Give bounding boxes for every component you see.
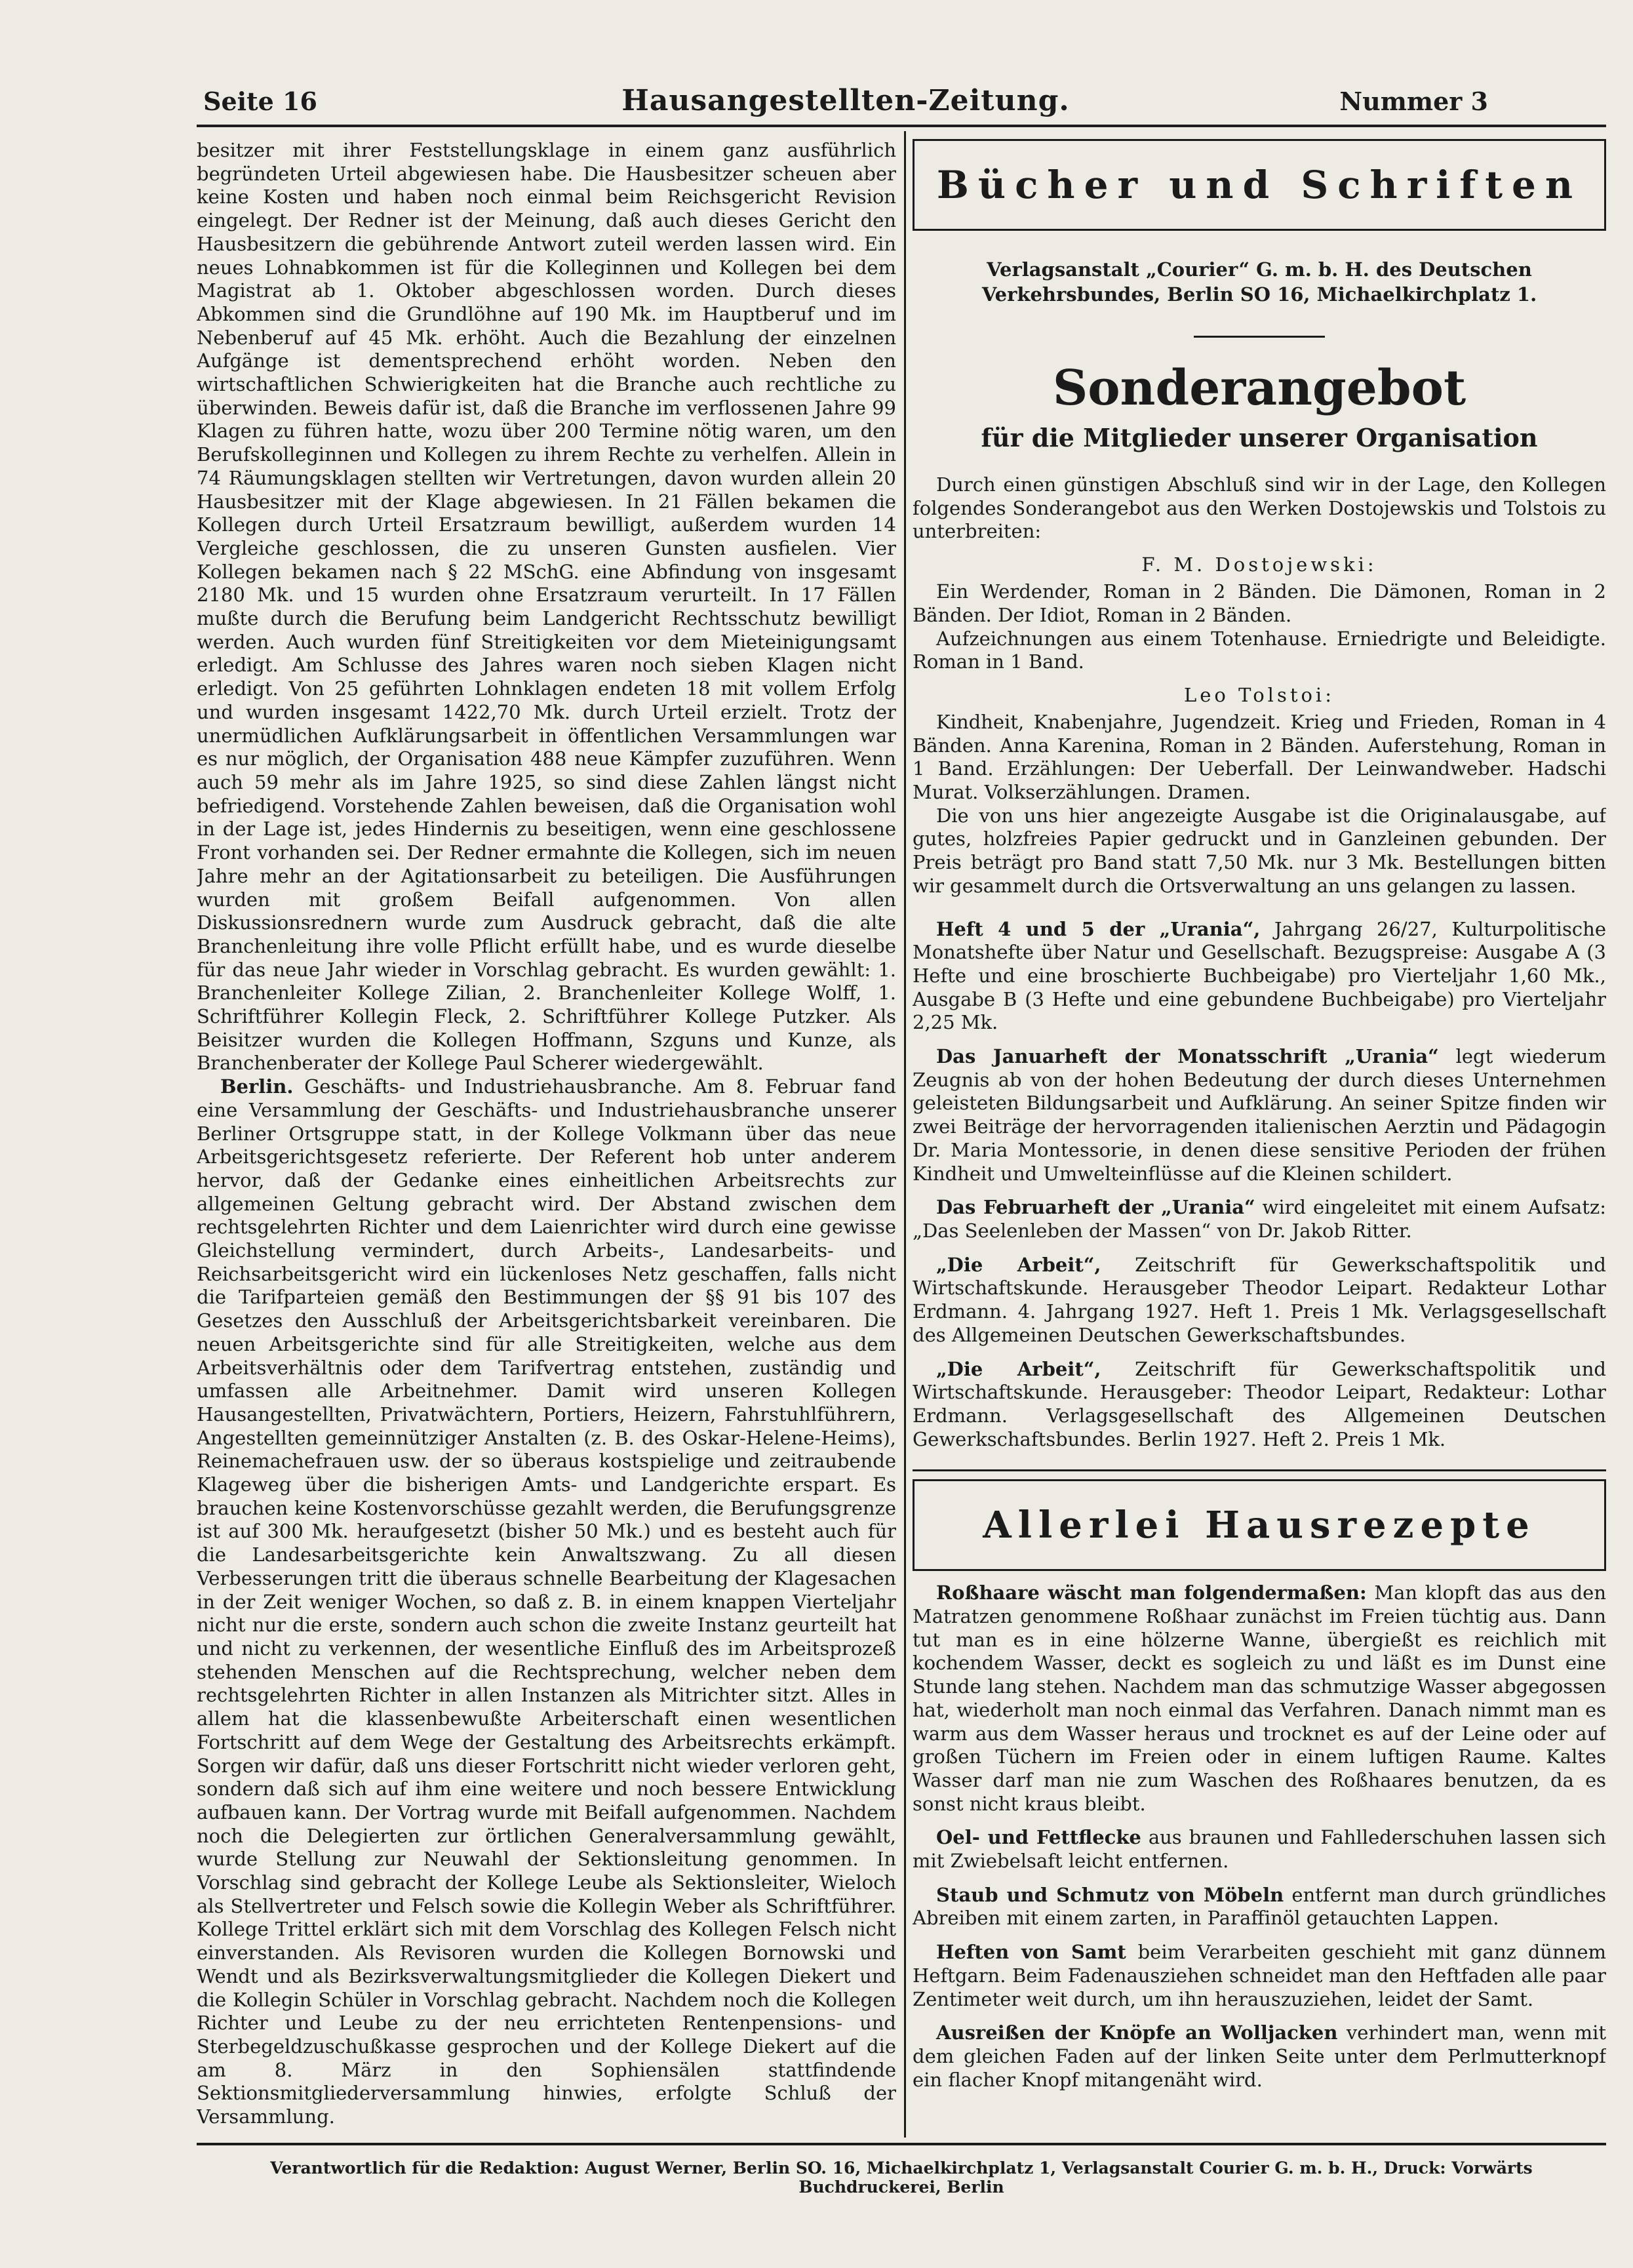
works-list: Ein Werdender, Roman in 2 Bänden. Die Dämonen, Roman in 2 Bänden. Der Idiot, Roman in 2 Bänden. — [913, 580, 1606, 626]
notice-paragraph: „Die Arbeit“, Zeitschrift für Gewerkschaftspolitik und Wirtschaftskunde. Herausgeber: Theodor Leipart, Redakteur: Lothar Erdmann. Verlagsgesellschaft des Allgemeinen Deutschen Gewerkschaftsbundes. Berlin 1927. Heft 2. Preis 1 Mk. — [913, 1357, 1606, 1450]
author-dostojewski: F. M. Dostojewski: — [1141, 553, 1377, 576]
article-lead: Berlin. — [220, 1075, 294, 1098]
divider — [1194, 336, 1325, 338]
newspaper-title: Hausangestellten-Zeitung. — [621, 84, 1070, 117]
footer-rule — [197, 2143, 1606, 2145]
publisher-line: Verlagsanstalt „Courier“ G. m. b. H. des Deutschen Verkehrsbundes, Berlin SO 16, Michaelkirchplatz 1. — [981, 258, 1537, 306]
left-column — [197, 139, 896, 2139]
article-paragraph: besitzer mit ihrer Feststellungsklage in einem ganz ausführlich begründeten Urteil abgewiesen habe. Die Hausbesitzer scheuen aber keine Kosten und haben noch einmal beim Reichsgericht Revision eingelegt. Der Redner ist der Meinung, daß auch dieses Gericht den Hausbesitzern die gebührende Antwort zuteil werden lassen wird. Ein neues Lohnabkommen ist für die Kolleginnen und Kollegen bei dem Magistrat ab 1. Oktober abgeschlossen worden. Durch dieses Abkommen sind die Grundlöhne auf 190 Mk. im Hauptberuf und im Nebenberuf auf 45 Mk. erhöht. Auch die Bezahlung der einzelnen Aufgänge ist dementsprechend erhöht worden. Neben den wirtschaftlichen Schwierigkeiten hat die Branche auch rechtliche zu überwinden. Beweis dafür ist, daß die Branche im verflossenen Jahre 99 Klagen zu führen hatte, wozu über 200 Termine nötig waren, um den Berufskolleginnen und Kollegen zu ihrem Rechte zu verhelfen. Allein in 74 Räumungsklagen stellten wir Vertretungen, davon wurden allein 20 Hausbesitzer mit der Klage abgewiesen. In 21 Fällen bekamen die Kollegen durch Urteil Ersatzraum bewilligt, außerdem wurden 14 Vergleiche geschlossen, die zu unseren Gunsten ausfielen. Vier Kollegen bekamen nach § 22 MSchG. eine Abfindung von insgesamt 2180 Mk. und 15 wurden ohne Ersatzraum verurteilt. In 17 Fällen mußte durch die Berufung beim Landgericht Rechtsschutz bewilligt werden. Auch wurden fünf Streitigkeiten vor dem Mieteinigungsamt erledigt. Am Schlusse des Jahres waren noch sieben Klagen nicht erledigt. Von 25 geführten Lohnklagen endeten 18 mit vollem Erfolg und wurden insgesamt 1422,70 Mk. durch Urteil erzielt. Trotz der unermüdlichen Aufklärungsarbeit in öffentlichen Versammlungen war es nur möglich, der Organisation 488 neue Kämpfer zuzuführen. Wenn auch 59 mehr als im Jahre 1925, so sind diese Zahlen längst nicht befriedigend. Vorstehende Zahlen beweisen, daß die Organisation wohl in der Lage ist, jedes Hindernis zu beseitigen, wenn eine geschlossene Front vorhanden sei. Der Redner ermahnte die Kollegen, sich im neuen Jahre mehr an der Agitationsarbeit zu beteiligen. Die Ausführungen wurden mit großem Beifall aufgenommen. Von allen Diskussionsrednern wurde zum Ausdruck gebracht, daß die alte Branchenleitung ihre volle Pflicht erfüllt habe, und es wurde dieselbe für das neue Jahr wieder in Vorschlag gebracht. Es wurden gewählt: 1. Branchenleiter Kollege Zilian, 2. Branchenleiter Kollege Wolff, 1. Schriftführer Kollegin Fleck, 2. Schriftführer Kollege Putzker. Als Beisitzer wurden die Kollegen Hoffmann, Szguns und Kunze, als Branchenberater der Kollege Paul Scherer wiedergewählt. — [197, 139, 896, 1075]
recipe-lead: Roßhaare wäscht man folgendermaßen: — [936, 1582, 1367, 1604]
recipe-paragraph: Heften von Samt beim Verarbeiten geschieht mit ganz dünnem Heftgarn. Beim Fadenausziehen schneidet man den Heftfaden alle paar Zentimeter weit durch, um ihn herauszuziehen, leidet der Samt. — [913, 1941, 1606, 2010]
recipe-lead: Ausreißen der Knöpfe an Wolljacken — [936, 2021, 1338, 2044]
recipe-lead: Staub und Schmutz von Möbeln — [936, 1883, 1284, 1906]
article-paragraph — [197, 1075, 896, 2129]
recipe-paragraph: Staub und Schmutz von Möbeln entfernt man durch gründliches Abreiben mit einem zarten, in Paraffinöl getauchten Lappen. — [913, 1883, 1606, 1930]
article-text: Geschäfts- und Industriehausbranche. Am 8. Februar fand eine Versammlung der Geschäfts- und Industriehausbranche unserer Berliner Ortsgruppe statt, in der Kollege Volkmann über das neue Arbeitsgerichtsgesetz referierte. Der Referent hob unter anderem hervor, daß der Gedanke eines einheitlichen Arbeitsrechts zur allgemeinen Geltung gebracht wird. Der Abstand zwischen dem rechtsgelehrten Richter und dem Laienrichter wird durch eine gewisse Gleichstellung vermindert, durch Arbeits-, Landesarbeits- und Reichsarbeitsgericht wird ein lückenloses Netz geschaffen, falls nicht die Tarifparteien gemäß den Bestimmungen der §§ 91 bis 107 des Gesetzes den Ausschluß der Arbeitsgerichtsbarkeit vereinbaren. Die neuen Arbeitsgerichte sind für alle Streitigkeiten, welche aus dem Arbeitsverhältnis oder dem Tarifvertrag entstehen, zuständig und umfassen alle Arbeitnehmer. Damit wird unseren Kollegen Hausangestellten, Privatwächtern, Portiers, Heizern, Fahrstuhlführern, Angestellten gemeinnütziger Anstalten (z. B. des Oskar-Helene-Heims), Reinemachefrauen usw. der so überaus kostspielige und zeitraubende Klageweg über die bisherigen Amts- und Landgerichte erspart. Es brauchen keine Kostenvorschüsse gezahlt werden, die Berufungsgrenze ist auf 300 Mk. heraufgesetzt (bisher 50 Mk.) und es besteht auch für die Landesarbeitsgerichte kein Anwaltszwang. Zu all diesen Verbesserungen tritt die überaus schnelle Bearbeitung der Klagesachen in der Zeit weniger Wochen, so daß z. B. in einem knappen Vierteljahr nicht nur die erste, sondern auch schon die zweite Instanz geurteilt hat und nicht zu verkennen, der wesentliche Einfluß des im Arbeitsprozeß stehenden Menschen auf die Rechtsprechung, welcher neben dem rechtsgelehrten Richter in allen Instanzen als Mitrichter sitzt. Alles in allem hat die klassenbewußte Arbeiterschaft einen wesentlichen Fortschritt auf dem Wege der Gestaltung des Arbeitsrechts erkämpft. Sorgen wir dafür, daß uns dieser Fortschritt nicht wieder verloren geht, sondern daß sich auf ihm eine weitere und noch bessere Entwicklung aufbauen kann. Der Vortrag wurde mit Beifall aufgenommen. Nachdem noch die Delegierten zur örtlichen Generalversammlung gewählt, wurde Stellung zur Neuwahl der Sektionsleitung genommen. In Vorschlag sind gebracht der Kollege Leube als Sektionsleiter, Wieloch als Stellvertreter und Felsch sowie die Kollegin Weber als Schriftführer. Kollege Trittel erklärt sich mit dem Vorschlag des Kollegen Felsch nicht einverstanden. Als Revisoren wurden die Kollegen Bornowski und Wendt und als Bezirksverwaltungsmitglieder die Kollegen Diekert und die Kollegin Schüler in Vorschlag gebracht. Nachdem noch die Kollegen Richter und Leube zu der neu errichteten Rentenpensions- und Sterbegeldzuschußkasse gesprochen und der Kollege Diekert auf die am 8. März in den Sophiensälen stattfindende Sektionsmitgliederversammlung hinwies, erfolgte Schluß der Versammlung. — [197, 1075, 896, 2128]
divider — [913, 1469, 1606, 1471]
notice-lead: Das Februarheft der „Urania“ — [936, 1196, 1255, 1219]
offer-title: Sonderangebot — [1052, 360, 1466, 416]
notice-paragraph: Das Februarheft der „Urania“ wird eingeleitet mit einem Aufsatz: „Das Seelenleben der Massen“ von Dr. Jakob Ritter. — [913, 1196, 1606, 1242]
recipe-paragraph: Ausreißen der Knöpfe an Wolljacken verhindert man, wenn mit dem gleichen Faden auf der linken Seite unter dem Perlmutterknopf ein flacher Knopf mitangenäht wird. — [913, 2021, 1606, 2091]
column-divider — [904, 131, 906, 2138]
page-number: Seite 16 — [203, 87, 317, 116]
notice-paragraph: Das Januarheft der Monatsschrift „Urania“ legt wiederum Zeugnis ab von der hohen Bedeutung der durch dieses Unternehmen geleisteten Bildungsarbeit und Aufklärung. An seiner Spitze finden wir zwei Beiträge der hervorragenden italienischen Aerztin und Pädagogin Dr. Maria Montessorie, in denen diese sensitive Perioden der frühen Kindheit und Umwelteinflüsse auf die Kleinen schildert. — [913, 1045, 1606, 1185]
author-tolstoi: Leo Tolstoi: — [1184, 683, 1335, 706]
notice-lead: Das Januarheft der Monatsschrift „Urania“ — [936, 1045, 1439, 1068]
works-list: Kindheit, Knabenjahre, Jugendzeit. Krieg und Frieden, Roman in 4 Bänden. Anna Karenina, Roman in 2 Bänden. Auferstehung, Roman in 1 Band. Erzählungen: Der Ueberfall. Der Leinwandweber. Hadschi Murat. Volkserzählungen. Dramen. — [913, 710, 1606, 804]
recipe-paragraph: Oel- und Fettflecke aus braunen und Fahllederschuhen lassen sich mit Zwiebelsaft leicht entfernen. — [913, 1826, 1606, 1873]
imprint-footer: Verantwortlich für die Redaktion: August Werner, Berlin SO. 16, Michaelkirchplatz 1, Verlagsanstalt Courier G. m. b. H., Druck: Vorwärts Buchdruckerei, Berlin — [270, 2159, 1533, 2197]
notice-paragraph: „Die Arbeit“, Zeitschrift für Gewerkschaftspolitik und Wirtschaftskunde. Herausgeber Theodor Leipart. Redakteur Lothar Erdmann. 4. Jahrgang 1927. Heft 1. Preis 1 Mk. Verlagsgesellschaft des Allgemeinen Deutschen Gewerkschaftsbundes. — [913, 1253, 1606, 1346]
offer-intro: Durch einen günstigen Abschluß sind wir in der Lage, den Kollegen folgendes Sonderangebot aus den Werken Dostojewskis und Tolstois zu unterbreiten: — [913, 473, 1606, 543]
notice-paragraph: Heft 4 und 5 der „Urania“, Jahrgang 26/27, Kulturpolitische Monatshefte über Natur und Gesellschaft. Bezugspreise: Ausgabe A (3 Hefte und eine broschierte Buchbeigabe) pro Vierteljahr 1,60 Mk., Ausgabe B (3 Hefte und eine gebundene Buchbeigabe) pro Vierteljahr 2,25 Mk. — [913, 917, 1606, 1034]
works-list: Aufzeichnungen aus einem Totenhause. Erniedrigte und Beleidigte. Roman in 1 Band. — [913, 627, 1606, 673]
header-rule — [197, 125, 1606, 127]
recipe-lead: Oel- und Fettflecke — [936, 1826, 1141, 1849]
section-title-recipes: Allerlei Hausrezepte — [913, 1479, 1606, 1571]
notice-lead: Heft 4 und 5 der „Urania“, — [936, 917, 1261, 940]
section-title-books: Bücher und Schriften — [913, 139, 1606, 231]
notice-lead: „Die Arbeit“, — [936, 1357, 1101, 1380]
issue-number: Nummer 3 — [1339, 87, 1488, 116]
offer-details: Die von uns hier angezeigte Ausgabe ist die Originalausgabe, auf gutes, holzfreies Papier gedruckt und in Ganzleinen gebunden. Der Preis beträgt pro Band statt 7,50 Mk. nur 3 Mk. Bestellungen bitten wir gesammelt durch die Ortsverwaltung an uns gelangen zu lassen. — [913, 804, 1606, 897]
offer-subtitle: für die Mitglieder unserer Organisation — [981, 423, 1538, 452]
page-header — [203, 84, 1488, 118]
right-column — [913, 139, 1606, 2139]
notice-lead: „Die Arbeit“, — [936, 1253, 1101, 1276]
recipe-lead: Heften von Samt — [936, 1941, 1126, 1964]
recipe-paragraph: Roßhaare wäscht man folgendermaßen: Man klopft das aus den Matratzen genommene Roßhaar zunächst im Freien tüchtig aus. Dann tut man es in eine hölzerne Wanne, übergießt es reichlich mit kochendem Wasser, deckt es sogleich zu und läßt es im Dunst eine Stunde lang stehen. Nachdem man das schmutzige Wasser abgegossen hat, wiederholt man noch einmal das Verfahren. Danach nimmt man es warm aus dem Wasser heraus und trocknet es auf der Leine oder auf großen Tüchern im Freien oder in einem luftigen Raume. Kaltes Wasser darf man nie zum Waschen des Roßhaares benutzen, da es sonst nicht kraus bleibt. — [913, 1582, 1606, 1815]
